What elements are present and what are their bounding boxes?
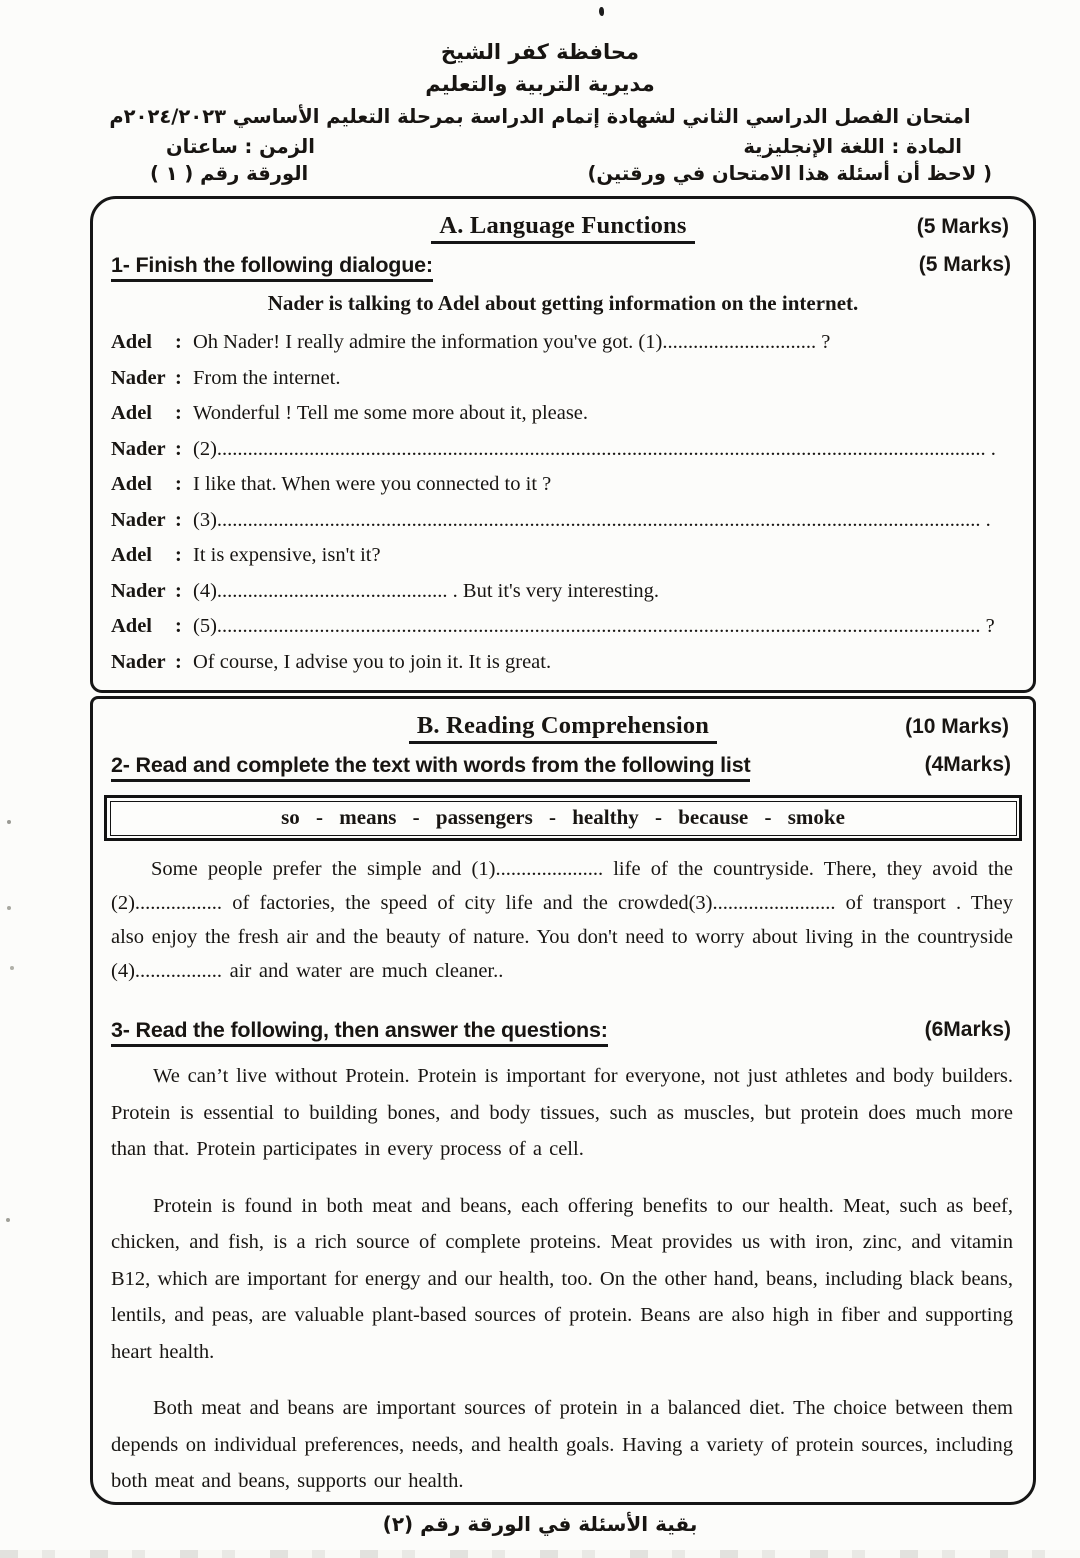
- speaker-label: Nader: [111, 650, 166, 673]
- section-b-title: B. Reading Comprehension: [409, 712, 717, 744]
- subject-label: المادة : اللغة الإنجليزية: [743, 135, 962, 158]
- colon: [175, 467, 193, 503]
- reading-paragraph-1: We can’t live without Protein. Protein is important for everyone, not just athletes and body builders. Protein is essential to building bones, and body tissues, such as muscles, but protein does much more than that. Protein participates in every process of a cell.: [111, 1065, 1013, 1160]
- dialogue: [93, 316, 1033, 680]
- speaker-label: Adel: [111, 331, 152, 353]
- directorate-line: مديرية التربية والتعليم: [425, 72, 655, 96]
- colon: [175, 325, 193, 361]
- colon: [175, 645, 193, 681]
- section-a-marks: (5 Marks): [916, 215, 1009, 238]
- speaker-label: Adel: [111, 544, 152, 566]
- colon: [175, 396, 193, 432]
- colon: [175, 574, 193, 610]
- question-1-heading: 1- Finish the following dialogue:: [111, 253, 433, 282]
- section-b-marks: (10 Marks): [905, 715, 1009, 738]
- question-1-marks: (5 Marks): [918, 253, 1011, 276]
- dialogue-row: [111, 503, 1013, 539]
- speaker-label: Adel: [111, 473, 152, 495]
- colon: [175, 503, 193, 539]
- scan-margin-specks: [7, 820, 11, 824]
- header-row-note-paper: [0, 160, 1080, 187]
- dialogue-row: [111, 538, 1013, 574]
- dialogue-blank-text: (5)..................................................................................................................................................... ?: [193, 615, 995, 637]
- section-b-title-row: [93, 712, 1033, 748]
- reading-paragraph-3: Both meat and beans are important sources of protein in a balanced diet. The choice between them depends on individual preferences, needs, and health goals. Having a variety of protein sources, including both meat and beans, supports our health.: [111, 1397, 1013, 1492]
- dialogue-row: [111, 396, 1013, 432]
- speaker-label: Nader: [111, 437, 166, 460]
- question-1-row: [93, 248, 1033, 282]
- dialogue-blank-text: (4)............................................. . But it's very interesting.: [193, 579, 660, 602]
- dialogue-text: Wonderful ! Tell me some more about it, please.: [193, 402, 589, 424]
- dialogue-row: [111, 432, 1013, 468]
- speaker-label: Adel: [111, 615, 152, 637]
- dialogue-text: Oh Nader! I really admire the information you've got. (1).............................. ?: [193, 331, 831, 353]
- word-list-box: [104, 795, 1022, 841]
- dialogue-row: [111, 467, 1013, 503]
- question-3-marks: (6Marks): [924, 1018, 1011, 1041]
- two-papers-note: ( لاحظ أن أسئلة هذا الامتحان في ورقتين): [587, 162, 992, 185]
- dialogue-intro: Nader is talking to Adel about getting information on the internet.: [267, 291, 859, 315]
- exam-title-line: امتحان الفصل الدراسي الثاني لشهادة إتمام الدراسة بمرحلة التعليم الأساسي ٢٠٢٤/٢٠٢٣م: [109, 105, 971, 128]
- word-list: so - means - passengers - healthy - because - smoke: [110, 801, 1017, 836]
- question-3-row: [93, 1013, 1033, 1047]
- scan-noise-strip: [0, 1550, 1080, 1558]
- header-row-subject-time: [0, 130, 1080, 160]
- footer-note: بقية الأسئلة في الورقة رقم (٢): [382, 1512, 698, 1536]
- question-3-heading: 3- Read the following, then answer the questions:: [111, 1018, 608, 1047]
- dialogue-text: Of course, I advise you to join it. It is great.: [193, 650, 552, 673]
- speaker-label: Nader: [111, 366, 166, 389]
- colon: [175, 432, 193, 468]
- section-a-box: [90, 196, 1036, 693]
- dialogue-text: I like that. When were you connected to it ?: [193, 473, 552, 495]
- dialogue-row: [111, 361, 1013, 397]
- colon: [175, 609, 193, 645]
- dialogue-blank-text: (2)...................................................................................................................................................... .: [193, 437, 996, 460]
- dialogue-text: It is expensive, isn't it?: [193, 544, 381, 566]
- dialogue-row: [111, 609, 1013, 645]
- speaker-label: Nader: [111, 508, 166, 531]
- section-a-title-row: [93, 212, 1033, 248]
- header: [0, 0, 1080, 187]
- paper-number-label: الورقة رقم ( ١ ): [150, 162, 309, 185]
- scan-speck: [599, 7, 604, 16]
- reading-paragraph-2: Protein is found in both meat and beans, each offering benefits to our health. Meat, such as beef, chicken, and fish, is a rich source of complete proteins. Meat provides us with iron, zinc, and vitamin B12, which are important for energy and our health, too. On the other hand, beans, including black beans, lentils, and peas, are valuable plant-based sources of protein. Beans are also high in fiber and supporting heart health.: [111, 1194, 1013, 1363]
- speaker-label: Nader: [111, 579, 166, 602]
- speaker-label: Adel: [111, 402, 152, 424]
- dialogue-blank-text: (3)..................................................................................................................................................... .: [193, 508, 991, 531]
- cloze-passage: Some people prefer the simple and (1)..................... life of the countryside. There, they avoid the (2)................. of factories, the speed of city life and the crowded(3)........................ of transport . They also enjoy the fresh air and the beauty of nature. You don't need to worry about living in the countryside (4)................. air and water are much cleaner..: [111, 858, 1013, 982]
- colon: [175, 361, 193, 397]
- dialogue-text: From the internet.: [193, 366, 341, 389]
- dialogue-row: [111, 574, 1013, 610]
- dialogue-row: [111, 645, 1013, 681]
- section-b-box: [90, 696, 1036, 1505]
- dialogue-row: [111, 325, 1013, 361]
- section-a-title: A. Language Functions: [431, 212, 694, 244]
- governorate-line: محافظة كفر الشيخ: [440, 40, 640, 64]
- question-2-marks: (4Marks): [924, 753, 1011, 776]
- time-label: الزمن : ساعتان: [166, 135, 315, 158]
- question-2-row: [93, 748, 1033, 782]
- question-2-heading: 2- Read and complete the text with words from the following list: [111, 753, 750, 782]
- colon: [175, 538, 193, 574]
